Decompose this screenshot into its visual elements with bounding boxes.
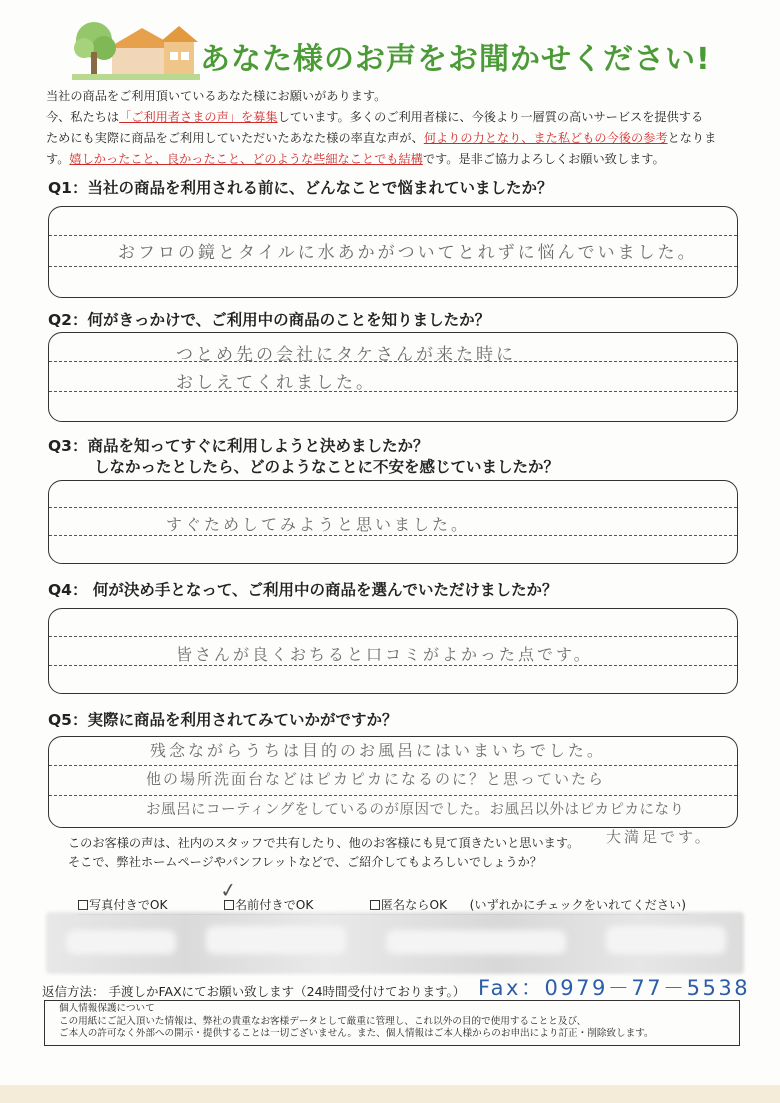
checkbox-anonymous[interactable]	[370, 900, 380, 910]
answer-rule	[49, 507, 737, 508]
intro-text	[46, 86, 746, 170]
question-4: Q4： 何が決め手となって、ご利用中の商品を選んでいただけましたか？	[48, 581, 558, 599]
fax-number: Fax：0979－77－5538	[478, 976, 751, 1000]
answer-3-line-1: すぐためしてみようと思いました。	[166, 515, 471, 534]
intro-line-2: 今、私たちは「ご利用者さまの声」を募集しています。多くのご利用者様に、今後より一層質の高いサービスを提供する	[46, 110, 704, 124]
answer-5-line-1: 残念ながらうちは目的のお風呂にはいまいちでした。	[150, 741, 606, 760]
checkbox-photo[interactable]	[78, 900, 88, 910]
answer-rule	[49, 765, 737, 766]
answer-2-line-1: つとめ先の会社にタケさんが来た時に	[176, 345, 516, 365]
reply-method: 返信方法： 手渡しかFAXにてお願い致します（24時間受付けております。）	[42, 984, 466, 999]
privacy-heading: 個人情報保護について	[59, 1003, 155, 1014]
answer-5-line-4: 大満足です。	[606, 828, 713, 846]
checkmark-icon: ✓	[218, 876, 239, 904]
answer-rule	[49, 636, 737, 637]
consent-note: (いずれかにチェックをいれてください)	[469, 898, 686, 912]
answer-rule	[49, 535, 737, 536]
question-1: Q1：当社の商品を利用される前に、どんなことで悩まれていましたか？	[48, 179, 553, 197]
share-request	[68, 834, 579, 872]
privacy-notice	[44, 1000, 740, 1046]
bottom-decoration	[0, 1085, 780, 1103]
privacy-line-2: ご本人の許可なく外部への開示・提供することは一切ございません。また、個人情報はご本人様からのお申出により訂正・削除致します。	[59, 1028, 654, 1040]
answer-rule	[49, 235, 737, 236]
share-line-1: このお客様の声は、社内のスタッフで共有したり、他のお客様にも見て頂きたいと思います。	[68, 836, 580, 850]
intro-line-3: ためにも実際に商品をご利用していただいたあなた様の率直な声が、何よりの力となり、また私どもの今後の参考となりま	[46, 131, 717, 145]
checkbox-name[interactable]	[224, 900, 234, 910]
question-3-line-1: Q3：商品を知ってすぐに利用しようと決めましたか？	[48, 437, 429, 455]
answer-2-line-2: おしえてくれました。	[176, 373, 376, 393]
share-line-2: そこで、弊社ホームページやパンフレットなどで、ご紹介してもよろしいでしょうか？	[68, 855, 542, 869]
answer-5-line-2: 他の場所洗面台などはピカピカになるのに？と思っていたら	[146, 770, 606, 788]
question-3-line-2: しなかったとしたら、どのようなことに不安を感じていましたか？	[94, 458, 560, 476]
question-2: Q2：何がきっかけで、ご利用中の商品のことを知りましたか？	[48, 311, 491, 329]
answer-rule	[49, 665, 737, 666]
answer-5-line-3: お風呂にコーティングをしているのが原因でした。お風呂以外はピカピカになり	[146, 802, 685, 818]
answer-rule	[49, 795, 737, 796]
intro-line-4: す。嬉しかったこと、良かったこと、どのような些細なことでも結構です。是非ご協力よろしくお願い致します。	[46, 152, 665, 166]
intro-line-1: 当社の商品をご利用頂いているあなた様にお願いがあります。	[46, 89, 387, 103]
answer-rule	[49, 266, 737, 267]
page-title: あなた様のお声をお聞かせください!	[200, 42, 711, 77]
answer-4-line-1: 皆さんが良くおちると口コミがよかった点です。	[176, 645, 593, 664]
redacted-personal-info	[46, 912, 744, 974]
consent-photo-option[interactable]: 写真付きでOK	[78, 896, 220, 913]
privacy-line-1: この用紙にご記入頂いた情報は、弊社の貴重なお客様データとして厳重に管理し、これ以外の目的で使用することと及び、	[59, 1015, 587, 1027]
question-5: Q5：実際に商品を利用されてみていかがですか？	[48, 711, 398, 729]
consent-name-option[interactable]: 名前付きでOK	[224, 896, 366, 913]
question-3	[48, 436, 559, 478]
tree-house-logo	[72, 18, 200, 80]
answer-1-line-1: おフロの鏡とタイルに水あかがついてとれずに悩んでいました。	[118, 243, 698, 263]
consent-anonymous-option[interactable]: 匿名ならOK	[370, 896, 466, 913]
answer-rule	[49, 391, 737, 392]
